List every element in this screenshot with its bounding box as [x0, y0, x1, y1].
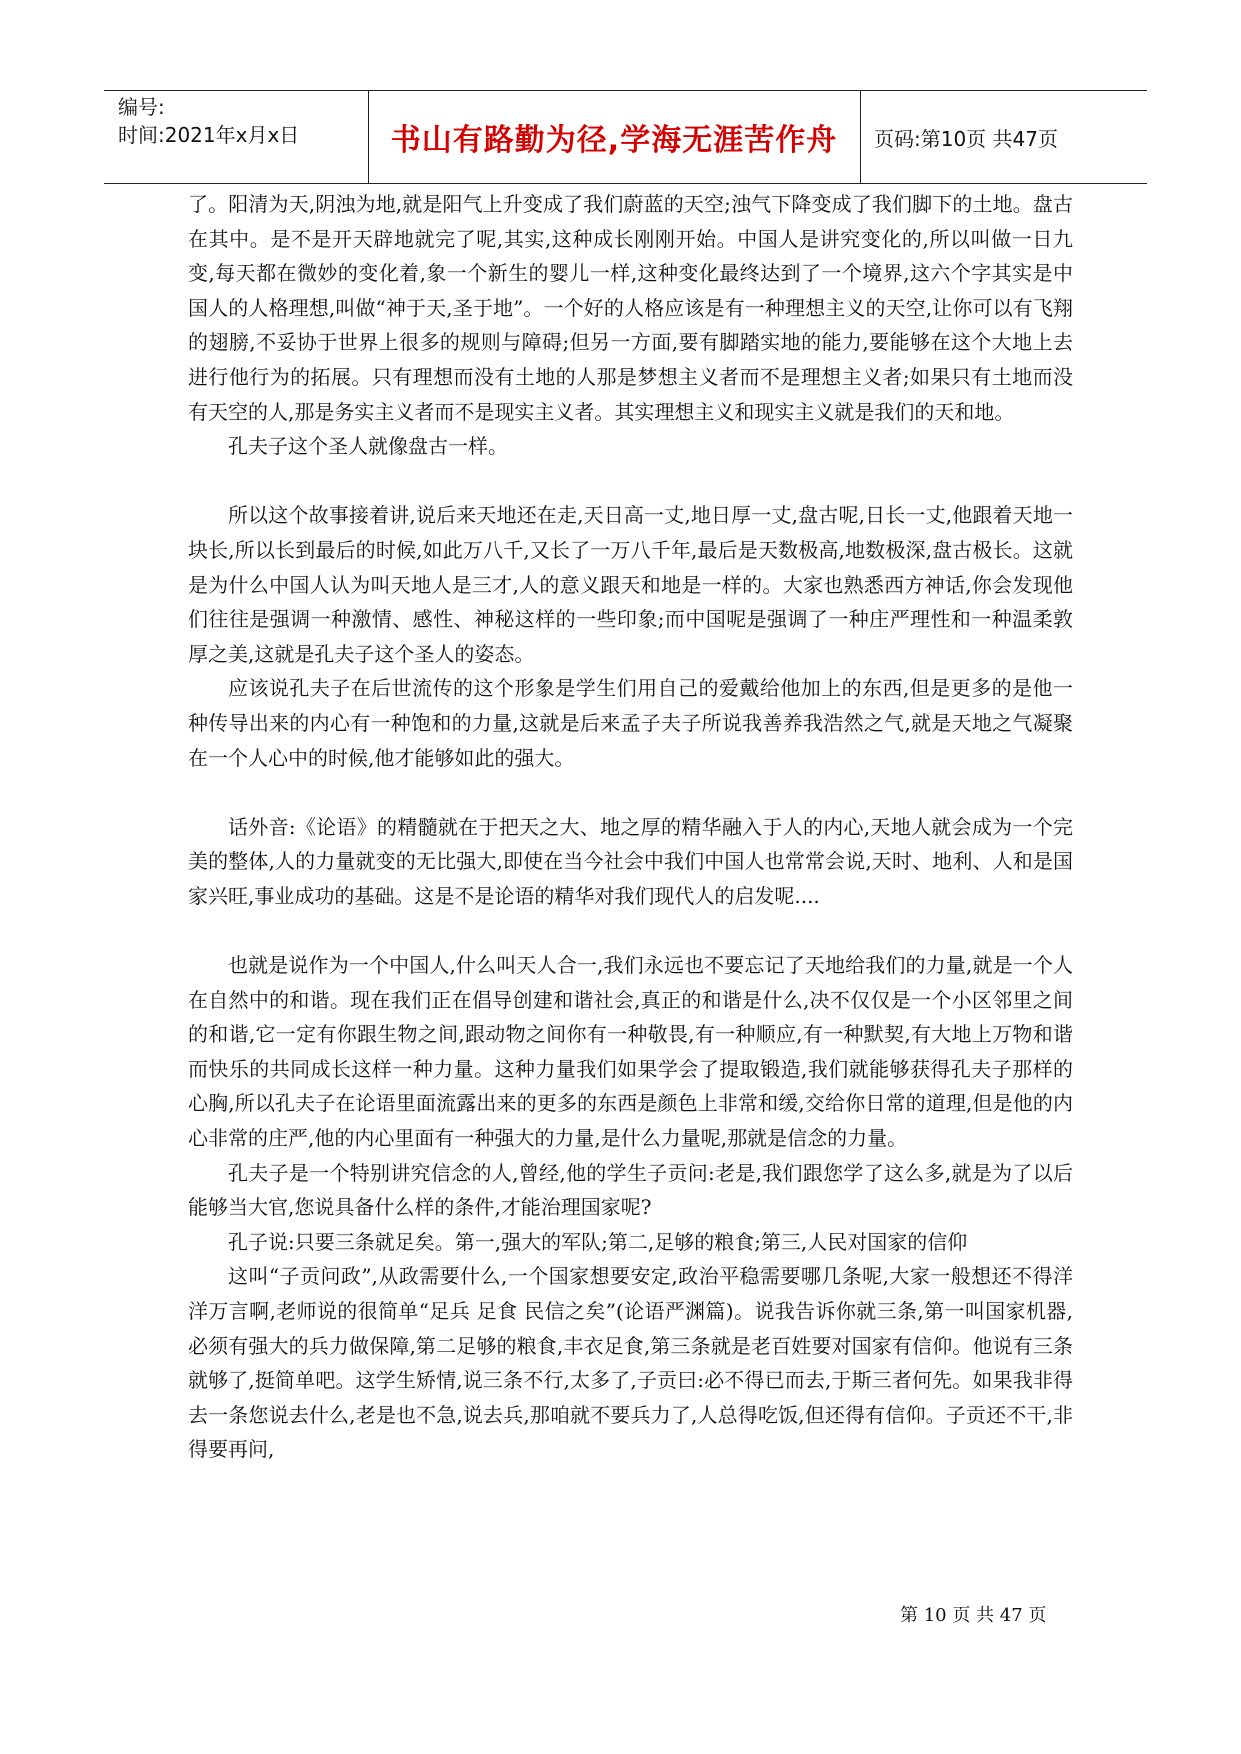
blank-line [188, 913, 1073, 948]
page-footer: 第 10 页 共 47 页 [900, 1605, 1047, 1626]
serial-label: 编号: [118, 95, 165, 119]
blank-line [188, 464, 1073, 499]
paragraph: 了。阳清为天,阴浊为地,就是阳气上升变成了我们蔚蓝的天空;浊气下降变成了我们脚下的土地。盘古在其中。是不是开天辟地就完了呢,其实,这种成长刚刚开始。中国人是讲究变化的,所以叫做一日九变,每天都在微妙的变化着,象一个新生的婴儿一样,这种变化最终达到了一个境界,这六个字其实是中国人的人格理想,叫做“神于天,圣于地”。一个好的人格应该是有一种理想主义的天空,让你可以有飞翔的翅膀,不妥协于世界上很多的规则与障碍;但另一方面,要有脚踏实地的能力,要能够在这个大地上去进行他行为的拓展。只有理想而没有土地的人那是梦想主义者而不是理想主义者;如果只有土地而没有天空的人,那是务实主义者而不是现实主义者。其实理想主义和现实主义就是我们的天和地。 [188, 192, 1073, 424]
header-left-cell [104, 91, 369, 183]
paragraph: 话外音:《论语》的精髓就在于把天之大、地之厚的精华融入于人的内心,天地人就会成为一个完美的整体,人的力量就变的无比强大,即使在当今社会中我们中国人也常常会说,天时、地利、人和是国家兴旺,事业成功的基础。这是不是论语的精华对我们现代人的启发呢.... [188, 814, 1073, 908]
time-label: 时间:2021年x月x日 [118, 123, 300, 147]
paragraph: 也就是说作为一个中国人,什么叫天人合一,我们永远也不要忘记了天地给我们的力量,就是一个人在自然中的和谐。现在我们正在倡导创建和谐社会,真正的和谐是什么,决不仅仅是一个小区邻里之间的和谐,它一定有你跟生物之间,跟动物之间你有一种敬畏,有一种顺应,有一种默契,有大地上万物和谐而快乐的共同成长这样一种力量。这种力量我们如果学会了提取锻造,我们就能够获得孔夫子那样的心胸,所以孔夫子在论语里面流露出来的更多的东西是颜色上非常和缓,交给你日常的道理,但是他的内心非常的庄严,他的内心里面有一种强大的力量,是什么力量呢,那就是信念的力量。 [188, 953, 1073, 1151]
paragraph: 这叫“子贡问政”,从政需要什么,一个国家想要安定,政治平稳需要哪几条呢,大家一般想还不得洋洋万言啊,老师说的很简单“足兵 足食 民信之矣”(论语严渊篇)。说我告诉你就三条,第一叫国家机器,必须有强大的兵力做保障,第二足够的粮食,丰衣足食,第三条就是老百姓要对国家有信仰。他说有三条就够了,挺简单吧。这学生矫情,说三条不行,太多了,子贡曰:必不得已而去,于斯三者何先。如果我非得去一条您说去什么,老是也不急,说去兵,那咱就不要兵力了,人总得吃饭,但还得有信仰。子贡还不干,非得要再问, [188, 1264, 1073, 1462]
header-motto: 书山有路勤为径,学海无涯苦作舟 [390, 123, 838, 158]
page-header [104, 90, 1147, 184]
header-middle-cell [368, 91, 861, 183]
paragraph: 孔夫子是一个特别讲究信念的人,曾经,他的学生子贡问:老是,我们跟您学了这么多,就是为了以后能够当大官,您说具备什么样的条件,才能治理国家呢? [188, 1160, 1073, 1220]
paragraph: 所以这个故事接着讲,说后来天地还在走,天日高一丈,地日厚一丈,盘古呢,日长一丈,他跟着天地一块长,所以长到最后的时候,如此万八千,又长了一万八千年,最后是天数极高,地数极深,盘古极长。这就是为什么中国人认为叫天地人是三才,人的意义跟天和地是一样的。大家也熟悉西方神话,你会发现他们往往是强调一种激情、感性、神秘这样的一些印象;而中国呢是强调了一种庄严理性和一种温柔敦厚之美,这就是孔夫子这个圣人的姿态。 [188, 503, 1073, 666]
paragraph: 孔夫子这个圣人就像盘古一样。 [228, 434, 508, 459]
header-right-cell [860, 91, 1147, 183]
paragraph: 应该说孔夫子在后世流传的这个形象是学生们用自己的爱戴给他加上的东西,但是更多的是他一种传导出来的内心有一种饱和的力量,这就是后来孟子夫子所说我善养我浩然之气,就是天地之气凝聚在一个人心中的时候,他才能够如此的强大。 [188, 676, 1073, 770]
blank-line [188, 775, 1073, 810]
header-page-label: 页码:第10页 共47页 [874, 126, 1058, 151]
paragraph: 孔子说:只要三条就足矣。第一,强大的军队;第二,足够的粮食;第三,人民对国家的信仰 [228, 1229, 968, 1254]
document-body [188, 187, 1073, 1467]
